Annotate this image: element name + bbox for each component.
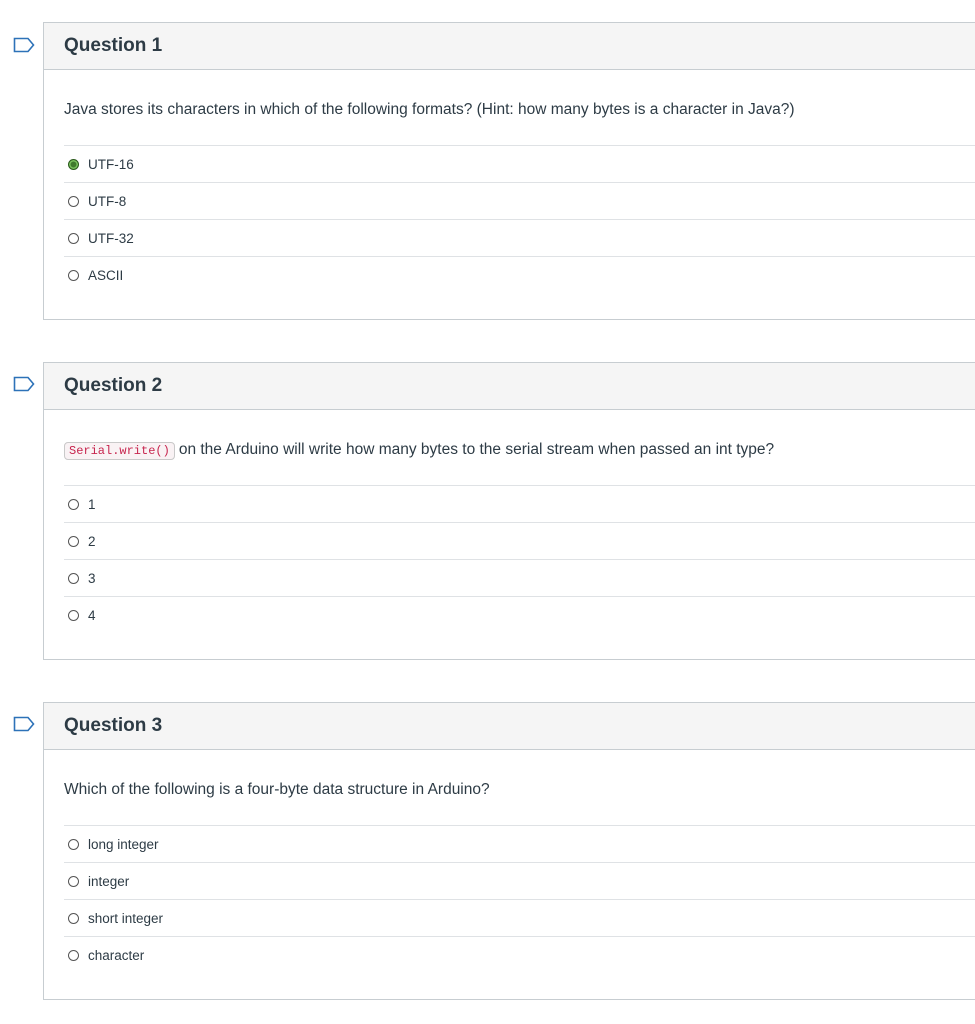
answer-list: [64, 145, 975, 293]
question-text-body: on the Arduino will write how many bytes to the serial stream when passed an int type?: [178, 441, 775, 458]
answer-option[interactable]: [64, 559, 975, 596]
answer-option[interactable]: [64, 219, 975, 256]
question-card-1: [43, 22, 975, 320]
answer-label: 3: [88, 570, 96, 586]
answer-label: 1: [88, 496, 96, 512]
radio-icon[interactable]: [68, 499, 79, 510]
answer-option[interactable]: [64, 936, 975, 973]
question-text: [64, 101, 795, 119]
answer-option[interactable]: [64, 522, 975, 559]
answer-option[interactable]: [64, 485, 975, 522]
flag-question-icon[interactable]: [13, 376, 35, 392]
question-header: [44, 363, 975, 410]
question-card-2: [43, 362, 975, 660]
answer-option[interactable]: [64, 825, 975, 862]
answer-label: short integer: [88, 910, 164, 926]
question-text: [64, 441, 774, 459]
radio-icon[interactable]: [68, 536, 79, 547]
question-text-body: Which of the following is a four-byte data structure in Arduino?: [64, 781, 490, 798]
answer-option[interactable]: [64, 182, 975, 219]
radio-icon[interactable]: [68, 573, 79, 584]
radio-icon[interactable]: [68, 913, 79, 924]
answer-list: [64, 485, 975, 633]
answer-label: 2: [88, 533, 96, 549]
question-card-3: [43, 702, 975, 1000]
question-title: Question 2: [64, 375, 163, 396]
answer-list: [64, 825, 975, 973]
flag-question-icon[interactable]: [13, 37, 35, 53]
flag-question-icon[interactable]: [13, 716, 35, 732]
radio-icon[interactable]: [68, 876, 79, 887]
question-title: Question 1: [64, 35, 163, 56]
answer-option[interactable]: [64, 145, 975, 182]
radio-icon[interactable]: [68, 270, 79, 281]
answer-label: UTF-8: [88, 193, 127, 209]
answer-label: 4: [88, 607, 96, 623]
answer-label: character: [88, 947, 145, 963]
radio-icon[interactable]: [68, 610, 79, 621]
answer-label: integer: [88, 873, 130, 889]
answer-option[interactable]: [64, 596, 975, 633]
question-header: [44, 703, 975, 750]
question-text-body: Java stores its characters in which of the following formats? (Hint: how many bytes is a character in Java?): [64, 101, 795, 118]
code-snippet: Serial.write(): [64, 442, 175, 460]
radio-icon[interactable]: [68, 839, 79, 850]
answer-label: UTF-16: [88, 156, 134, 172]
question-header: [44, 23, 975, 70]
answer-option[interactable]: [64, 862, 975, 899]
answer-option[interactable]: [64, 256, 975, 293]
radio-selected-icon[interactable]: [68, 159, 79, 170]
radio-icon[interactable]: [68, 950, 79, 961]
answer-option[interactable]: [64, 899, 975, 936]
answer-label: ASCII: [88, 267, 124, 283]
question-title: Question 3: [64, 715, 163, 736]
radio-icon[interactable]: [68, 196, 79, 207]
answer-label: long integer: [88, 836, 159, 852]
question-text: [64, 781, 490, 799]
radio-icon[interactable]: [68, 233, 79, 244]
answer-label: UTF-32: [88, 230, 134, 246]
